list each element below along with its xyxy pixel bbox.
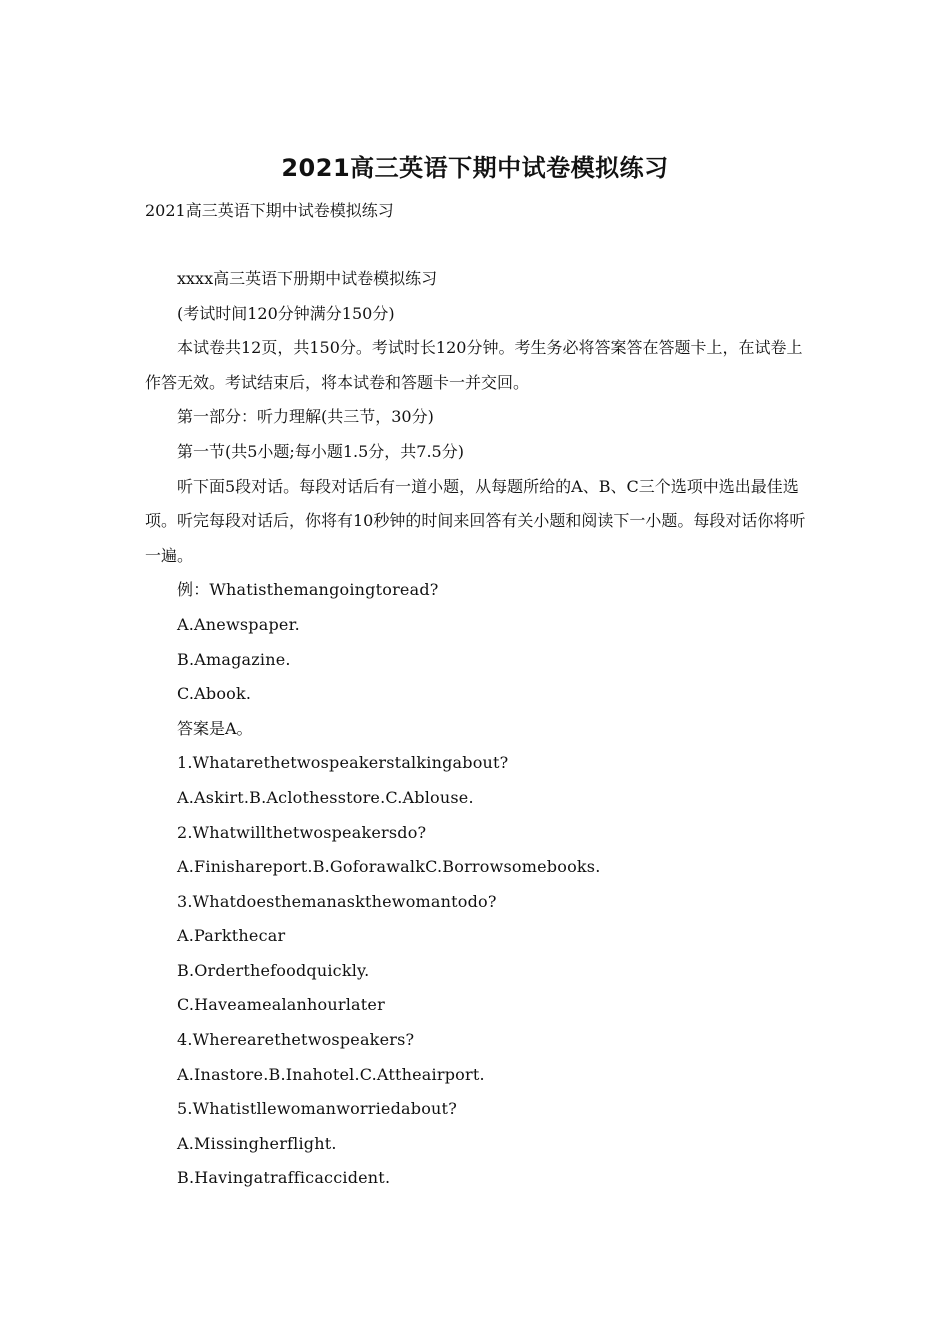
document-body (145, 262, 810, 1196)
example-option-b: B.Amagazine. (177, 649, 291, 669)
question-3-option-b: B.Orderthefoodquickly. (177, 960, 370, 980)
example-option-c: C.Abook. (177, 684, 252, 704)
question-5-option-a: A.Missingherflight. (177, 1133, 337, 1153)
question-2: 2.Whatwillthetwospeakersdo? (177, 822, 427, 842)
document-title: 2021高三英语下期中试卷模拟练习 (281, 154, 669, 182)
paragraph-exam-time: (考试时间120分钟满分150分) (177, 303, 395, 323)
question-4: 4.Wherearethetwospeakers? (177, 1030, 415, 1050)
paragraph-listening-instructions: 听下面5段对话。每段对话后有一道小题，从每题所给的A、B、C三个选项中选出最佳选项。听完每段对话后，你将有10秒钟的时间来回答有关小题和阅读下一小题。每段对话你将听一遍。 (145, 476, 806, 565)
question-1: 1.Whatarethetwospeakerstalkingabout? (177, 753, 509, 773)
paragraph-part-one-heading: 第一部分：听力理解(共三节，30分) (177, 407, 434, 427)
question-3: 3.Whatdoesthemanaskthewomantodo? (177, 891, 497, 911)
question-5-option-b: B.Havingatrafficaccident. (177, 1168, 391, 1188)
paragraph-exam-instructions: 本试卷共12页，共150分。考试时长120分钟。考生务必将答案答在答题卡上，在试卷上作答无效。考试结束后，将本试卷和答题卡一并交回。 (145, 338, 803, 392)
question-3-option-a: A.Parkthecar (177, 926, 286, 946)
question-1-options: A.Askirt.B.Aclothesstore.C.Ablouse. (177, 787, 474, 807)
example-question: 例：Whatisthemangoingtoread? (177, 580, 439, 600)
paragraph-section-one-heading: 第一节(共5小题;每小题1.5分，共7.5分) (177, 441, 464, 461)
question-4-options: A.Inastore.B.Inahotel.C.Attheairport. (177, 1064, 485, 1084)
question-3-option-c: C.Haveamealanhourlater (177, 995, 385, 1015)
question-2-options: A.Finishareport.B.GoforawalkC.Borrowsomebooks. (177, 857, 601, 877)
example-answer: 答案是A。 (177, 718, 253, 738)
document-subtitle: 2021高三英语下期中试卷模拟练习 (145, 201, 394, 220)
question-5: 5.Whatistllewomanworriedabout? (177, 1099, 457, 1119)
example-option-a: A.Anewspaper. (177, 614, 300, 634)
paragraph-exam-heading: xxxx高三英语下册期中试卷模拟练习 (177, 269, 438, 288)
